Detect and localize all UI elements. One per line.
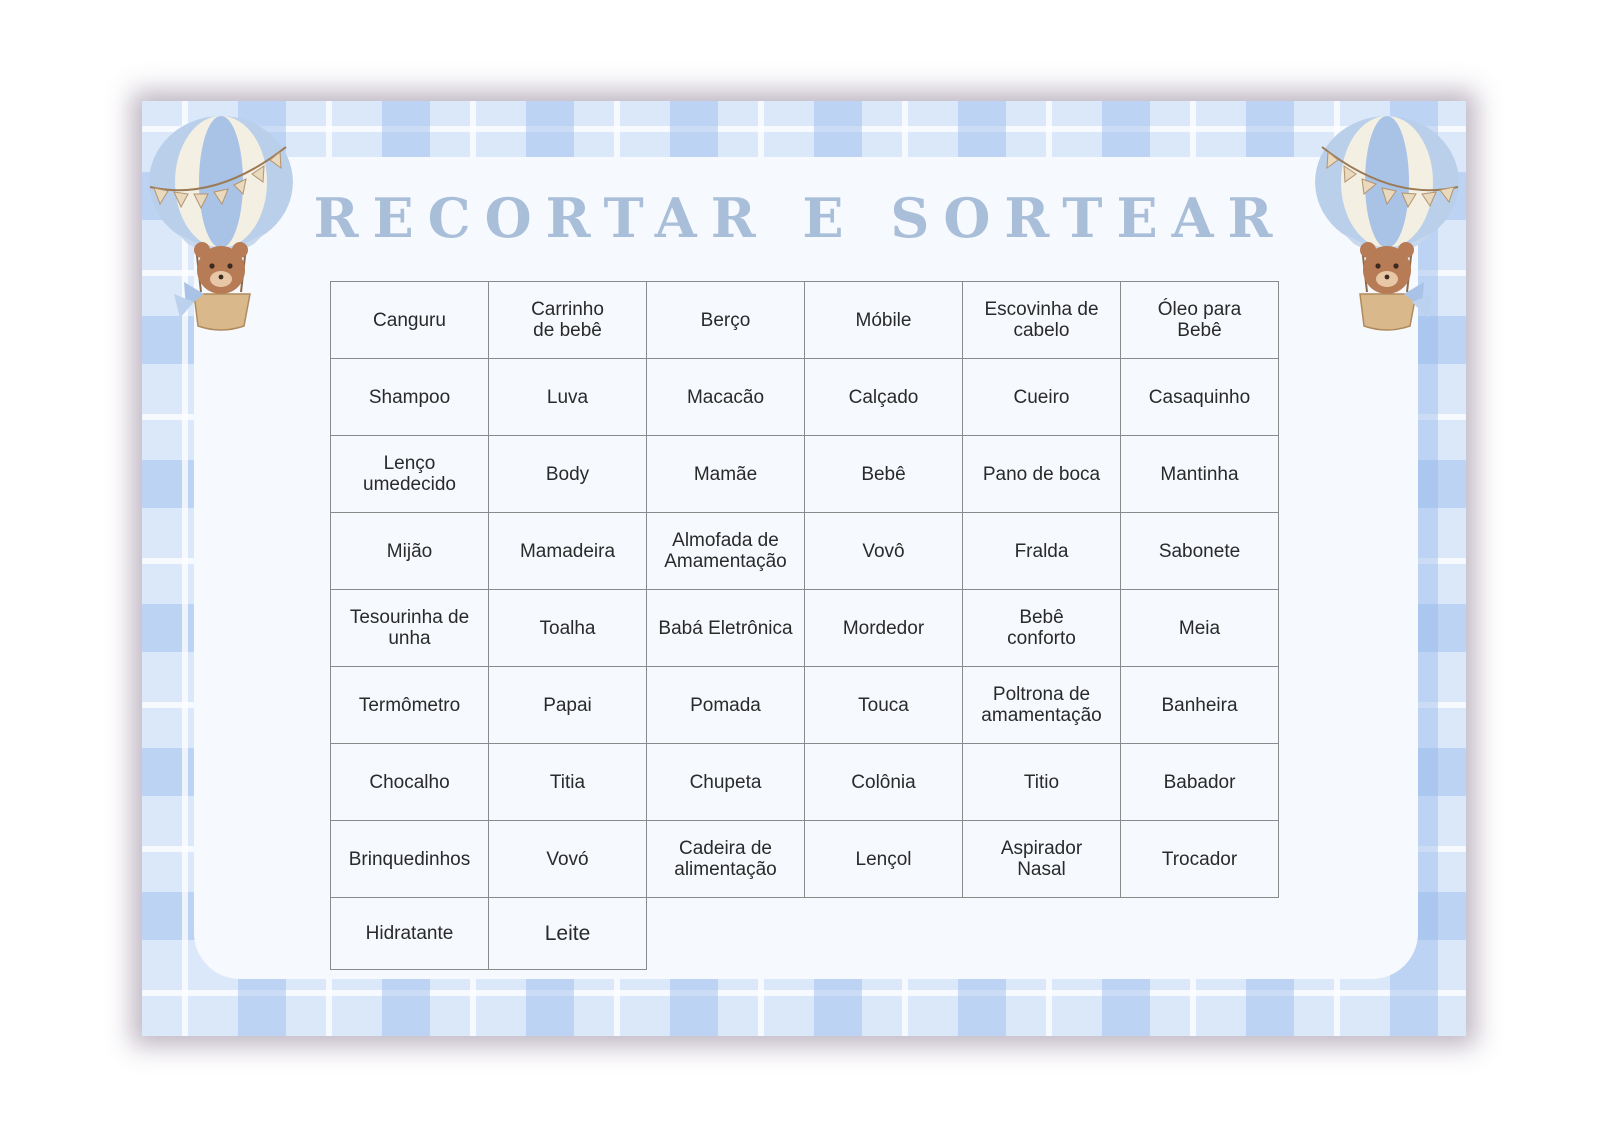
grid-cell: Cadeira de alimentação xyxy=(647,821,805,898)
items-grid xyxy=(330,281,1279,970)
grid-cell: Berço xyxy=(647,282,805,359)
grid-cell: Vovô xyxy=(805,513,963,590)
grid-cell: Macacão xyxy=(647,359,805,436)
grid-cell: Mamadeira xyxy=(489,513,647,590)
grid-cell: Babá Eletrônica xyxy=(647,590,805,667)
grid-cell: Bebê conforto xyxy=(963,590,1121,667)
grid-cell: Mamãe xyxy=(647,436,805,513)
grid-cell: Pomada xyxy=(647,667,805,744)
grid-cell: Canguru xyxy=(331,282,489,359)
grid-cell: Lençol xyxy=(805,821,963,898)
grid-cell: Leite xyxy=(489,898,647,970)
grid-cell: Vovó xyxy=(489,821,647,898)
grid-cell: Banheira xyxy=(1121,667,1279,744)
grid-cell: Fralda xyxy=(963,513,1121,590)
grid-cell: Trocador xyxy=(1121,821,1279,898)
grid-cell: Toalha xyxy=(489,590,647,667)
grid-cell: Poltrona de amamentação xyxy=(963,667,1121,744)
grid-cell: Brinquedinhos xyxy=(331,821,489,898)
grid-cell: Mijão xyxy=(331,513,489,590)
grid-cell: Titia xyxy=(489,744,647,821)
grid-cell: Sabonete xyxy=(1121,513,1279,590)
grid-cell: Cueiro xyxy=(963,359,1121,436)
grid-cell: Touca xyxy=(805,667,963,744)
grid-cell: Shampoo xyxy=(331,359,489,436)
page-title: RECORTAR E SORTEAR xyxy=(313,186,1287,250)
grid-cell: Mantinha xyxy=(1121,436,1279,513)
grid-cell: Mordedor xyxy=(805,590,963,667)
grid-cell: Móbile xyxy=(805,282,963,359)
grid-cell: Meia xyxy=(1121,590,1279,667)
grid-cell: Chocalho xyxy=(331,744,489,821)
grid-cell: Almofada de Amamentação xyxy=(647,513,805,590)
grid-cell: Aspirador Nasal xyxy=(963,821,1121,898)
grid-cell: Termômetro xyxy=(331,667,489,744)
grid-cell: Titio xyxy=(963,744,1121,821)
grid-cell: Body xyxy=(489,436,647,513)
grid-cell: Colônia xyxy=(805,744,963,821)
grid-cell: Babador xyxy=(1121,744,1279,821)
grid-cell: Escovinha de cabelo xyxy=(963,282,1121,359)
grid-cell: Hidratante xyxy=(331,898,489,970)
grid-cell: Óleo para Bebê xyxy=(1121,282,1279,359)
grid-cell: Papai xyxy=(489,667,647,744)
grid-cell: Chupeta xyxy=(647,744,805,821)
grid-cell: Calçado xyxy=(805,359,963,436)
grid-cell: Lenço umedecido xyxy=(331,436,489,513)
grid-cell: Bebê xyxy=(805,436,963,513)
grid-cell: Luva xyxy=(489,359,647,436)
grid-cell: Tesourinha de unha xyxy=(331,590,489,667)
grid-cell: Casaquinho xyxy=(1121,359,1279,436)
grid-cell: Carrinho de bebê xyxy=(489,282,647,359)
grid-cell: Pano de boca xyxy=(963,436,1121,513)
